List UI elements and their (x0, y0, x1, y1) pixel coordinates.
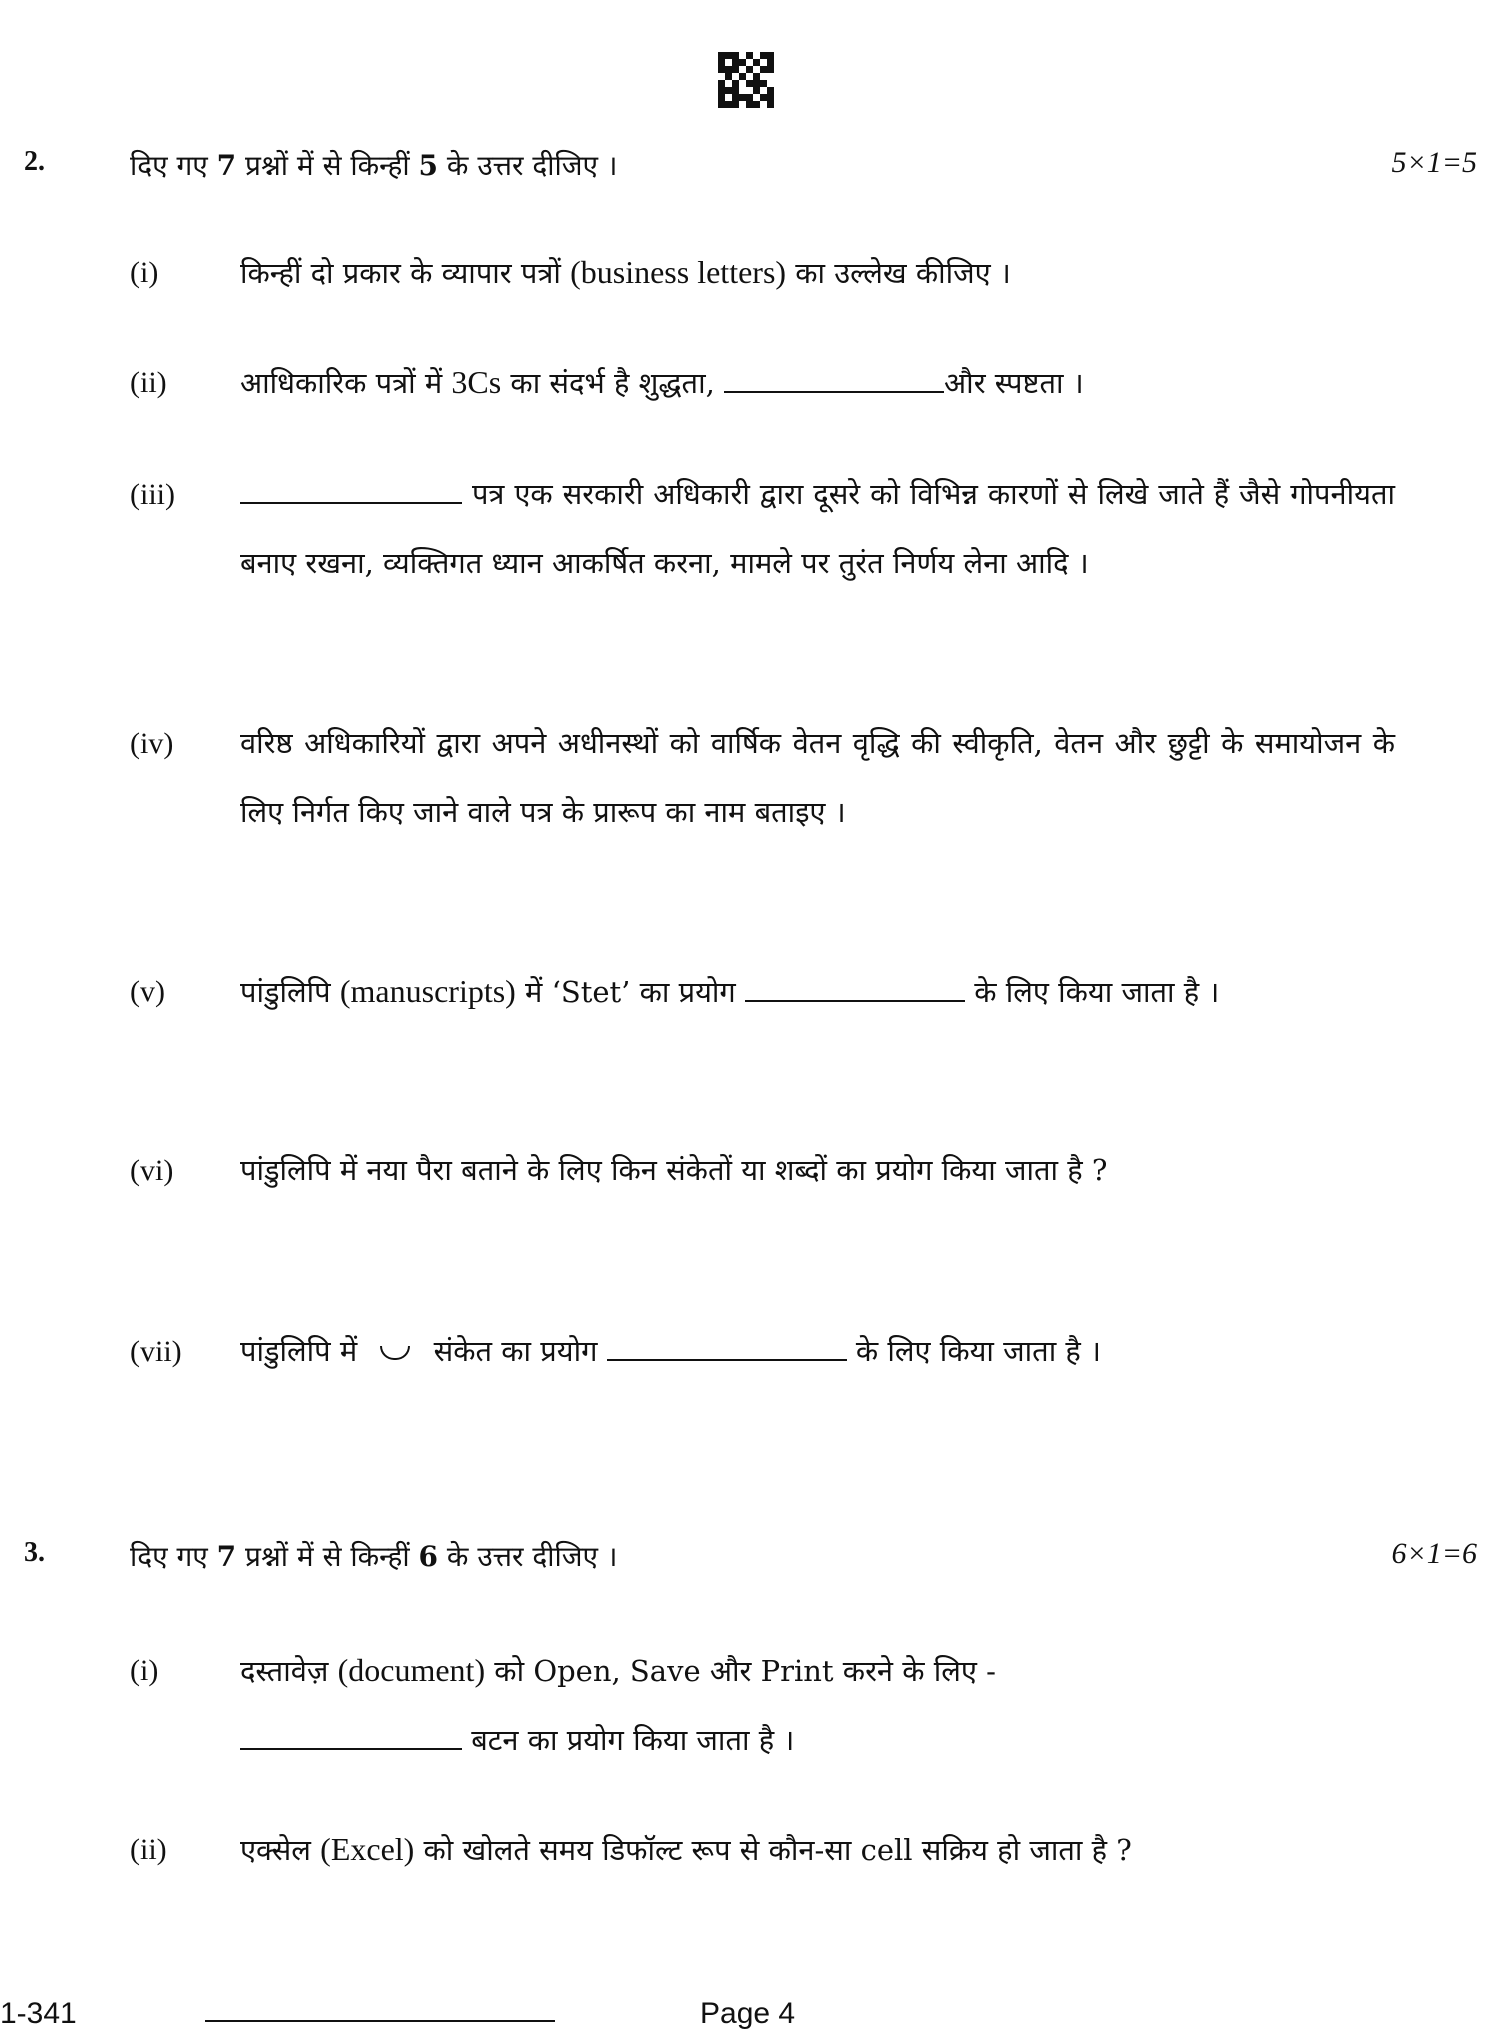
item-text: पांडुलिपि में संकेत का प्रयोग के लिए किया जाता है । (240, 1334, 1102, 1368)
paper-code: 1-341 (0, 1997, 77, 2030)
item-label: (iv) (130, 727, 174, 760)
item-text: एक्सेल (Excel) को खोलते समय डिफॉल्ट रूप से कौन-सा cell सक्रिय हो जाता है ? (240, 1831, 1132, 1867)
item-label: (i) (130, 1654, 159, 1687)
item-label: (iii) (130, 478, 175, 511)
instruction-text: के उत्तर दीजिए । (438, 149, 618, 182)
instruction-text: दिए गए (130, 1540, 217, 1573)
answer-blank[interactable] (240, 476, 462, 504)
item-label: (vii) (130, 1335, 182, 1368)
question-number: 3. (24, 1537, 45, 1568)
item-label: (i) (130, 256, 159, 289)
instruction-text: के उत्तर दीजिए । (438, 1540, 618, 1573)
marks: 5×1=5 (1391, 146, 1477, 179)
instruction-count: 6 (418, 1540, 439, 1573)
question-instruction (130, 146, 618, 184)
answer-blank[interactable] (745, 974, 965, 1002)
footer-divider (205, 2020, 555, 2022)
question-number: 2. (24, 146, 45, 177)
item-text: वरिष्ठ अधिकारियों द्वारा अपने अधीनस्थों को वार्षिक वेतन वृद्धि की स्वीकृति, वेतन और छुट्टी के समायोजन के लिए निर्गत किए जाने वाले पत्र के प्रारूप का नाम बताइए । (240, 726, 1395, 829)
item-label: (vi) (130, 1154, 174, 1187)
item-text: पांडुलिपि (manuscripts) में ‘Stet’ का प्रयोग के लिए किया जाता है । (240, 973, 1220, 1009)
instruction-count: 7 (216, 1540, 237, 1573)
curve-symbol-icon (380, 1346, 410, 1360)
instruction-text: प्रश्नों में से किन्हीं (236, 1540, 419, 1573)
item-text: किन्हीं दो प्रकार के व्यापार पत्रों (business letters) का उल्लेख कीजिए । (240, 254, 1011, 290)
item-text: पत्र एक सरकारी अधिकारी द्वारा दूसरे को विभिन्न कारणों से लिखे जाते हैं जैसे गोपनीयता बनाए रखना, व्यक्तिगत ध्यान आकर्षित करना, मामले पर तुरंत निर्णय लेना आदि । (240, 477, 1395, 580)
item-label: (v) (130, 975, 165, 1008)
answer-blank[interactable] (240, 1722, 462, 1750)
page-number: Page 4 (700, 1997, 796, 2030)
instruction-count: 5 (418, 149, 439, 182)
item-text: आधिकारिक पत्रों में 3Cs का संदर्भ है शुद्धता, और स्पष्टता । (240, 364, 1084, 400)
instruction-count: 7 (216, 149, 237, 182)
instruction-text: प्रश्नों में से किन्हीं (236, 149, 419, 182)
item-label: (ii) (130, 366, 167, 399)
question-instruction (130, 1537, 618, 1575)
instruction-text: दिए गए (130, 149, 217, 182)
answer-blank[interactable] (724, 365, 944, 393)
answer-blank[interactable] (607, 1333, 847, 1361)
item-label: (ii) (130, 1833, 167, 1866)
item-text: दस्तावेज़ (document) को Open, Save और Print करने के लिए - बटन का प्रयोग किया जाता है । (240, 1652, 996, 1757)
marks: 6×1=6 (1391, 1537, 1477, 1570)
item-text: पांडुलिपि में नया पैरा बताने के लिए किन संकेतों या शब्दों का प्रयोग किया जाता है ? (240, 1153, 1108, 1187)
qr-code (718, 52, 774, 108)
